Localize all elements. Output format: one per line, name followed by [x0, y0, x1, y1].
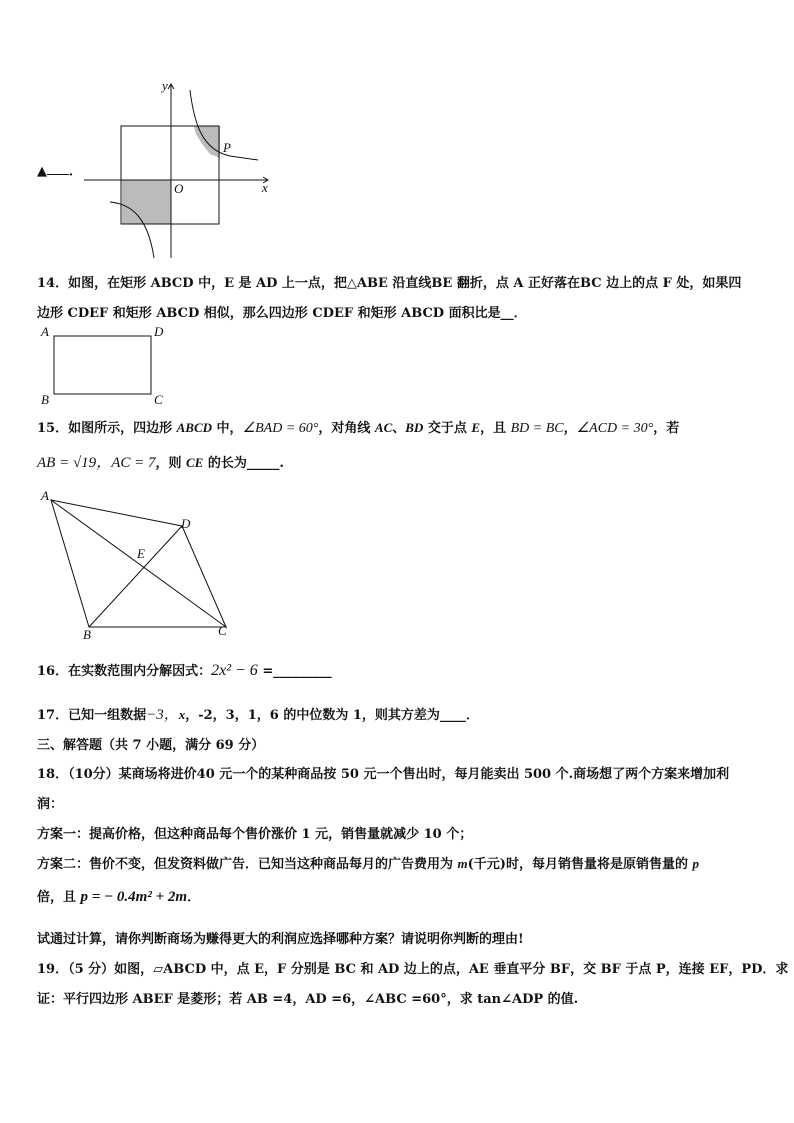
- q19-line1: 19．（5 分）如图，▱ABCD 中，点 E，F 分别是 BC 和 AD 边上的点，AE 垂直平分 BF，交 BF 于点 P，连接 EF，PD．求: [37, 962, 789, 977]
- y-label: y: [162, 78, 168, 93]
- svg-text:E: E: [137, 546, 145, 561]
- origin-label: O: [174, 181, 184, 196]
- svg-text:C: C: [154, 392, 163, 407]
- q18-line1: 18．（10分）某商场将进价40 元一个的某种商品按 50 元一个售出时，每月能卖出 500 个.商场想了两个方案来增加利: [37, 767, 730, 782]
- x-label: x: [262, 180, 268, 195]
- hyperbola-figure: [80, 78, 280, 260]
- shaded-region-lower: [122, 180, 171, 224]
- q15-line1: 15．如图所示，四边形 ABCD 中，∠BAD = 60°，对角线 AC、BD 交于点 E，且 BD = BC，∠ACD = 30°，若: [37, 420, 680, 436]
- svg-text:B: B: [83, 627, 91, 642]
- point-p-label: P: [223, 140, 231, 155]
- svg-text:A: A: [41, 324, 49, 339]
- rectangle-abcd-figure: [37, 322, 172, 408]
- svg-text:D: D: [154, 324, 164, 339]
- svg-text:D: D: [181, 516, 191, 531]
- q16-line: 16．在实数范围内分解因式：2x² − 6 =_________: [37, 662, 332, 679]
- svg-text:C: C: [218, 623, 227, 638]
- q14-line2: 边形 CDEF 和矩形 ABCD 相似，那么四边形 CDEF 和矩形 ABCD 面积比是__．: [37, 306, 527, 321]
- answer-marker: ▲ ．: [37, 164, 83, 179]
- q18-plan1: 方案一：提高价格，但这种商品每个售价涨价 1 元，销售量就减少 10 个；: [37, 827, 473, 842]
- q18-plan2: 方案二：售价不变，但发资料做广告．已知当这种商品每月的广告费用为 m(千元)时，每月销售量将是原销售量的 p: [37, 856, 699, 872]
- q19-line2: 证：平行四边形 ABEF 是菱形；若 AB =4，AD =6，∠ABC =60°，求 tan∠ADP 的值.: [37, 992, 579, 1007]
- section-heading: 三、解答题（共 7 小题，满分 69 分）: [37, 738, 265, 753]
- q18-question: 试通过计算，请你判断商场为赚得更大的利润应选择哪种方案？请说明你判断的理由!: [37, 932, 524, 947]
- q18-line2: 润：: [37, 797, 64, 812]
- svg-text:B: B: [41, 392, 49, 407]
- svg-text:A: A: [41, 488, 49, 503]
- q18-plan2-cont: 倍，且 p = − 0.4m² + 2m．: [37, 889, 201, 905]
- q15-line2: AB = √19，AC = 7，则 CE 的长为_____.: [37, 455, 284, 471]
- q17-line: 17．已知一组数据−3，x，-2，3，1，6 的中位数为 1，则其方差为____．: [37, 707, 479, 723]
- quadrilateral-abcd-figure: [37, 486, 237, 642]
- q14-line1: 14．如图，在矩形 ABCD 中，E 是 AD 上一点，把△ABE 沿直线BE 翻折，点 A 正好落在BC 边上的点 F 处，如果四: [37, 276, 742, 291]
